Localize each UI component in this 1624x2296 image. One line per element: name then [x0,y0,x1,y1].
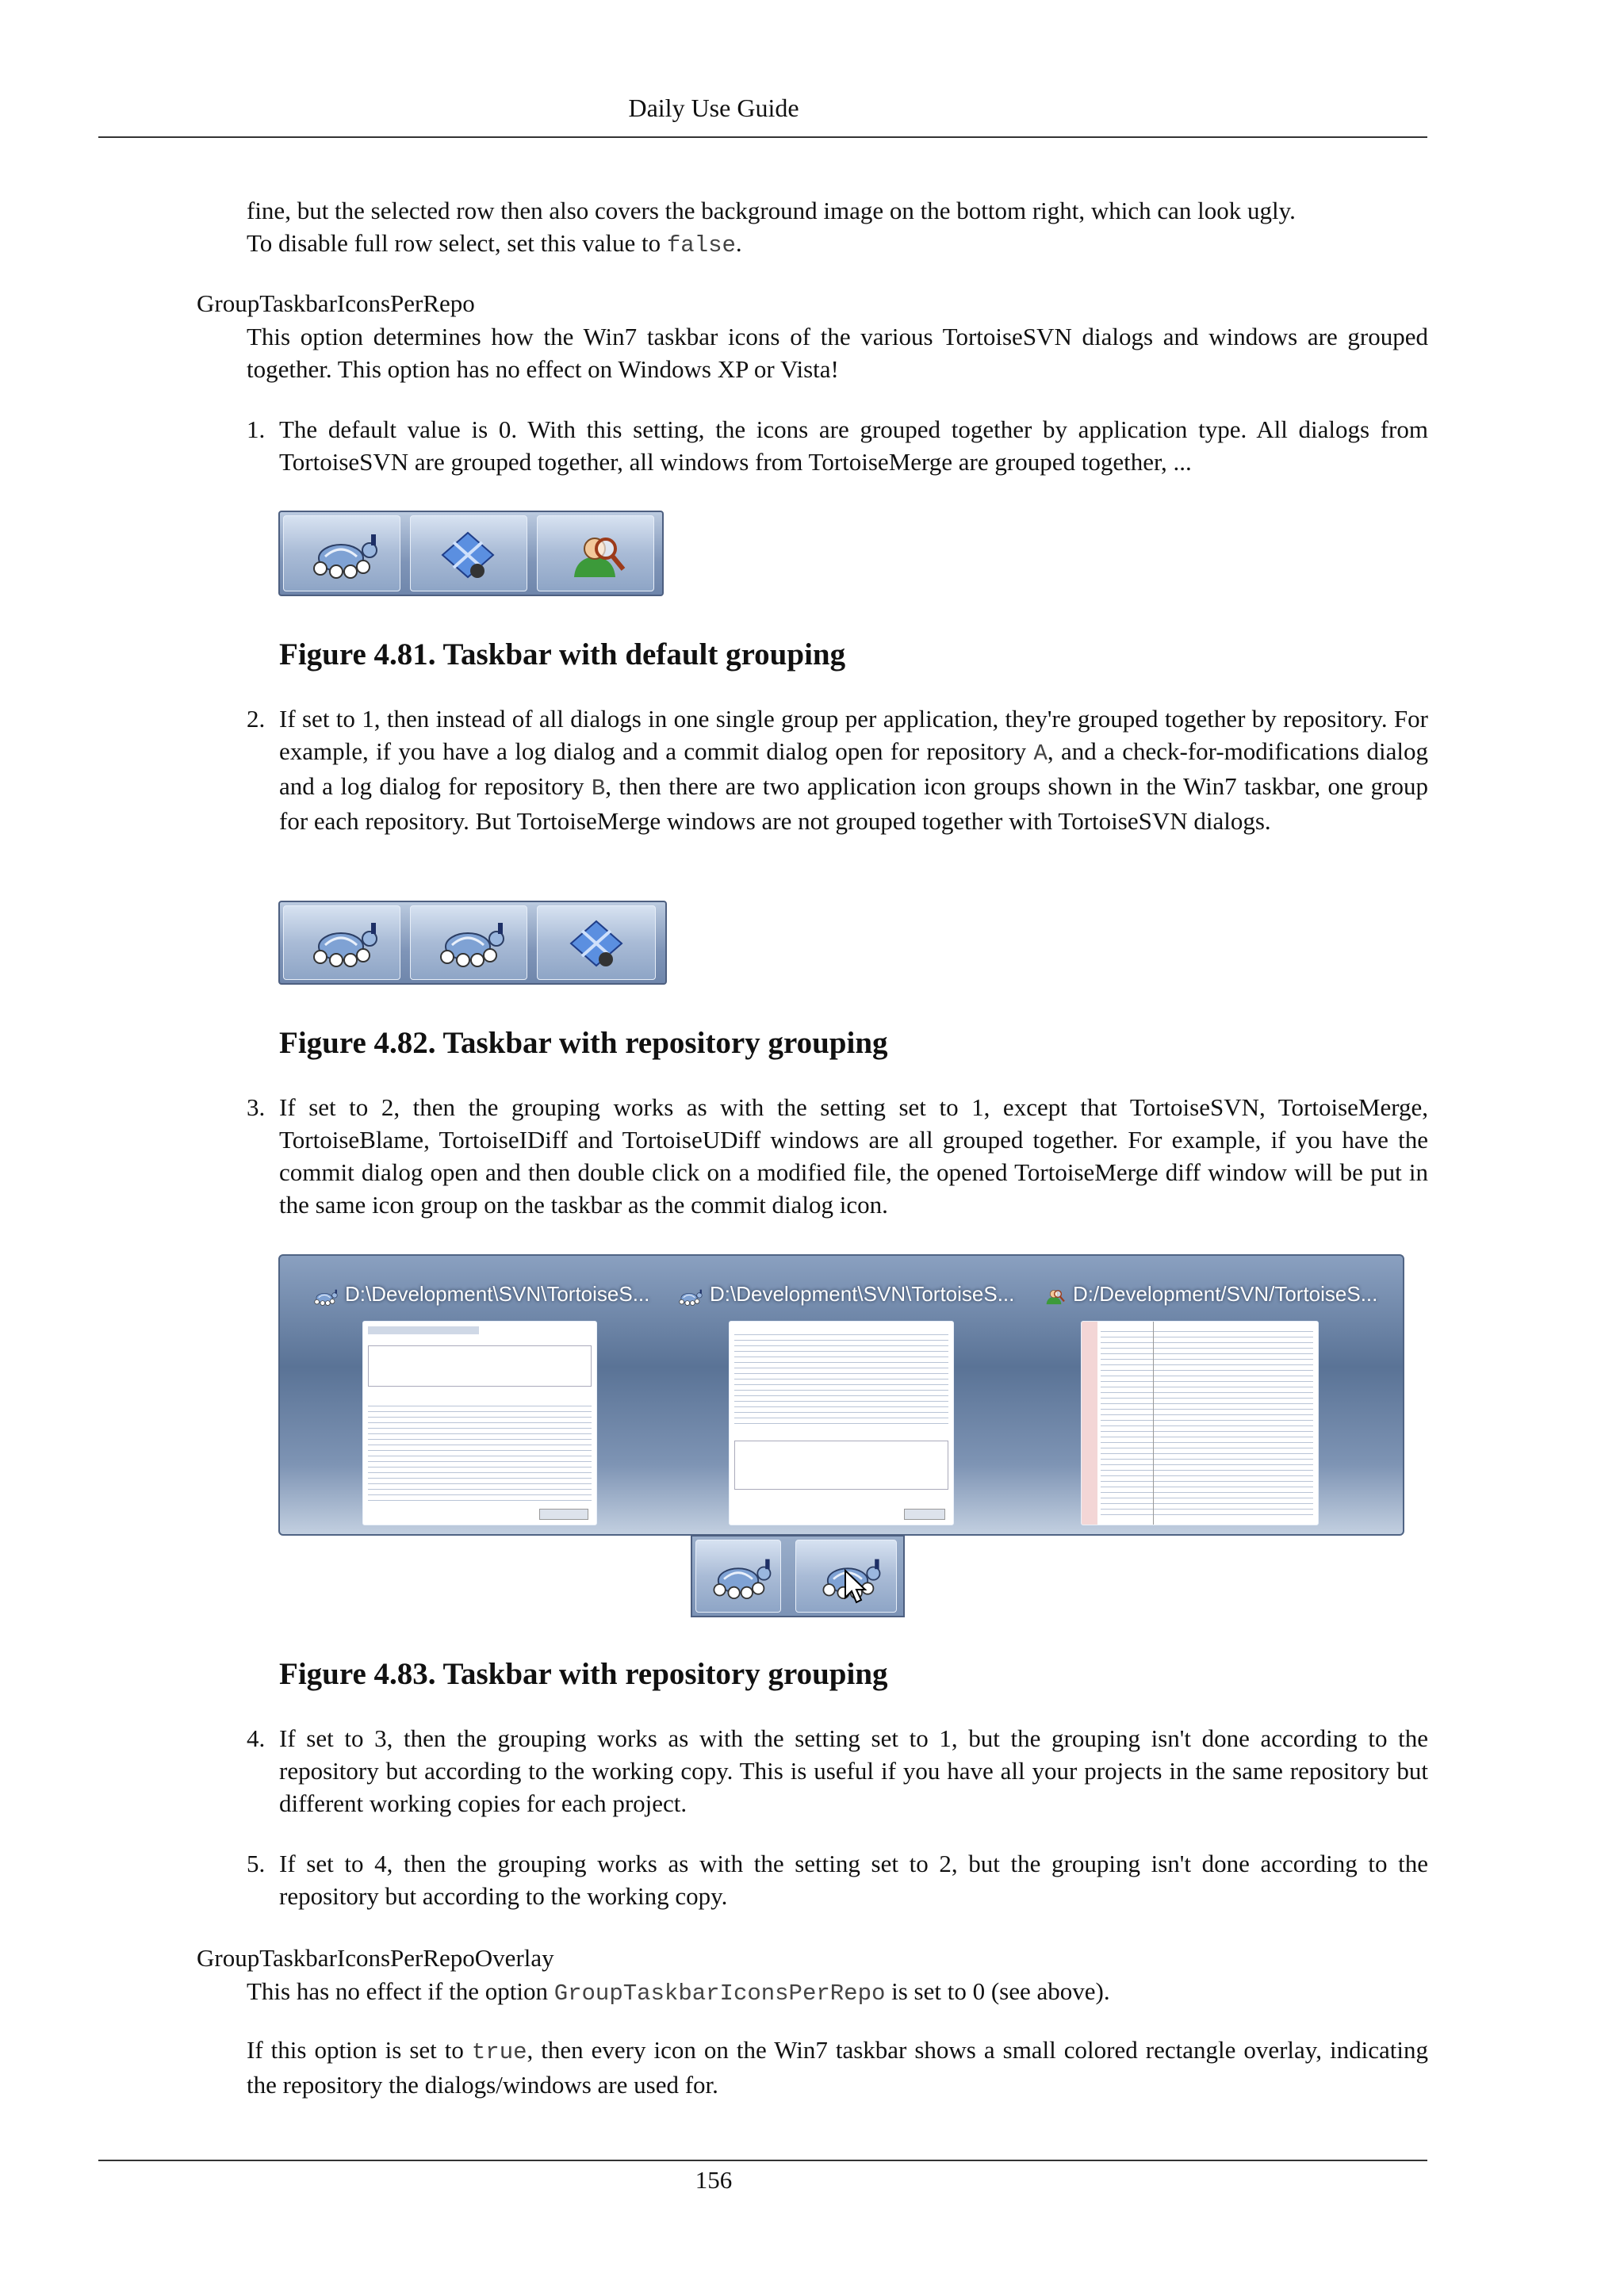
figure-caption: Figure 4.81. Taskbar with default grouping [279,637,846,672]
search-user-icon [1040,1286,1068,1307]
preview-thumbnail-commit [729,1321,954,1525]
header-rule [98,136,1427,138]
figure-caption: Figure 4.82. Taskbar with repository grouping [279,1026,888,1060]
option-description [247,1975,1428,2010]
option-term: GroupTaskbarIconsPerRepoOverlay [197,1944,554,1972]
list-item-text: If set to 4, then the grouping works as with the setting set to 2, but the grouping isn't done according to the repository but according to the working copy. [279,1850,1428,1910]
running-header: Daily Use Guide [628,94,799,122]
list-item-number: 1. [247,415,266,443]
preview-thumbnail-merge [1081,1321,1319,1525]
list-item-text: The default value is 0. With this setting, the icons are grouped together by application type. All dialogs from TortoiseSVN are grouped together, all windows from TortoiseMerge are grouped together, ... [279,415,1428,476]
taskbar-figure-default [278,511,664,596]
preview-title: D:\Development\SVN\TortoiseS... [710,1282,1015,1306]
intro-paragraph [247,194,1428,262]
footer-rule [98,2160,1427,2161]
list-item-text: If set to 2, then the grouping works as with the setting set to 1, except that TortoiseSVN, TortoiseMerge, TortoiseBlame, TortoiseIDiff and TortoiseUDiff windows are all grouped together. For example, if you have the commit dialog open and then double click on a modified file, the opened TortoiseMerge diff window will be put in the same icon group on the taskbar as the commit dialog icon. [279,1093,1428,1219]
list-item-text: If set to 1, then instead of all dialogs in one single group per application, they're grouped together by repository. For example, if you have a log dialog and a commit dialog open for repository [279,705,1428,765]
merge-icon [557,917,636,970]
tortoise-icon [675,1288,703,1307]
option-term: GroupTaskbarIconsPerRepo [197,289,475,317]
paragraph-text: is set to 0 (see above). [885,1977,1110,2005]
taskbar-button [283,905,400,980]
taskbar-figure-repository [278,901,667,985]
period: . [735,229,742,257]
taskbar-button [795,1540,897,1613]
paragraph-text: If this option is set to [247,2036,472,2064]
taskbar-button [695,1540,781,1613]
tortoise-icon [310,1288,339,1307]
inline-code: GroupTaskbarIconsPerRepo [553,1980,886,2007]
taskbar-button [283,515,400,591]
list-item-text: , then there are two application icon groups shown in the Win7 taskbar, one group for each repository. But TortoiseMerge windows are not grouped together with TortoiseSVN dialogs. [279,772,1428,835]
list-item-number: 2. [247,705,266,733]
preview-title: D:\Development\SVN\TortoiseS... [345,1282,650,1306]
mouse-cursor-icon [844,1569,868,1604]
list-item-number: 3. [247,1093,266,1121]
list-item-number: 5. [247,1850,266,1877]
paragraph-text: , then every icon on the Win7 taskbar shows a small colored rectangle overlay, indicating the repository the dialogs/windows are used for. [247,2036,1428,2099]
inline-code: B [591,775,606,802]
taskbar-button [537,905,656,980]
merge-icon [428,529,508,581]
list-item-text: If set to 3, then the grouping works as with the setting set to 1, but the grouping isn't done according to the repository but according to the working copy. This is useful if you have all your projects in the same repository but different working copies for each project. [279,1724,1428,1817]
search-user-icon [555,529,634,581]
list-item-number: 4. [247,1724,266,1752]
list-item [279,1847,1428,1912]
option-description-text: This option determines how the Win7 taskbar icons of the various TortoiseSVN dialogs and windows are grouped together. This option has no effect on Windows XP or Vista! [247,323,1428,383]
preview-title: D:/Development/SVN/TortoiseS... [1073,1282,1378,1306]
preview-thumbnail-log [362,1321,597,1525]
list-item [279,1091,1428,1221]
inline-code: A [1033,740,1048,767]
intro-line-2: To disable full row select, set this value to [247,229,667,257]
figure-caption: Figure 4.83. Taskbar with repository grouping [279,1657,888,1691]
taskbar-button [410,905,527,980]
taskbar-group [691,1535,905,1617]
tortoise-icon [428,917,508,970]
inline-code: false [666,232,736,258]
tortoise-icon [301,529,381,581]
taskbar-button [410,515,527,591]
tortoise-icon [703,1555,774,1601]
page-number: 156 [695,2166,733,2194]
option-description [247,2034,1428,2101]
list-item [279,702,1428,837]
option-description [247,320,1428,385]
list-item-text: , and a check-for-modifications dialog and a log dialog for repository [279,737,1428,800]
intro-line-1: fine, but the selected row then also covers the background image on the bottom right, which can look ugly. [247,197,1296,224]
paragraph-text: This has no effect if the option [247,1977,554,2005]
taskbar-preview-panel [278,1254,1404,1536]
inline-code: true [471,2039,527,2065]
taskbar-button [537,515,654,591]
list-item [279,1722,1428,1820]
tortoise-icon [301,917,381,970]
list-item [279,413,1428,478]
